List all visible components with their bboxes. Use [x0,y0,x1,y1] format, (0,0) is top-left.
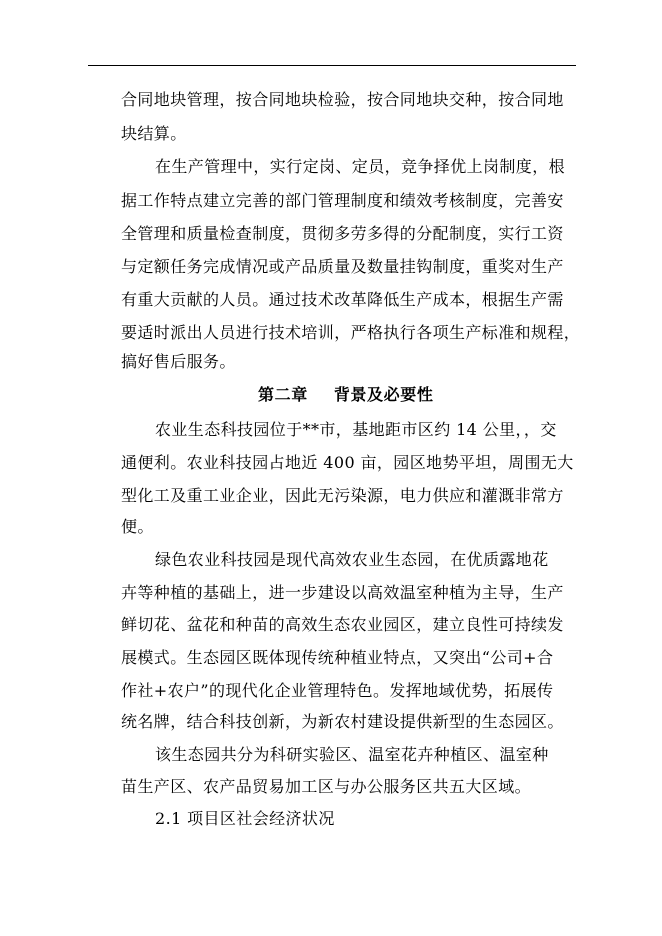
paragraph-line: 通便利。农业科技园占地近 400 亩，园区地势平坦，周围无大 [121,453,574,472]
header-rule [88,65,576,66]
paragraph-line: 合同地块管理，按合同地块检验，按合同地块交种，按合同地 [121,90,564,109]
paragraph-line: 统名牌，结合科技创新，为新农村建设提供新型的生态园区。 [121,712,564,731]
chapter-title: 背景及必要性 [333,385,434,404]
paragraph-line: 型化工及重工业企业，因此无污染源，电力供应和灌溉非常方 [121,486,564,505]
paragraph-line: 全管理和质量检查制度，贯彻多劳多得的分配制度，实行工资 [121,224,564,243]
chapter-number: 第二章 [258,385,308,404]
paragraph-line: 该生态园共分为科研实验区、温室花卉种植区、温室种 [155,745,549,764]
paragraph-line: 卉等种植的基础上，进一步建设以高效温室种植为主导，生产 [121,583,564,602]
paragraph-line: 据工作特点建立完善的部门管理制度和绩效考核制度，完善安 [121,191,564,210]
paragraph-line: 绿色农业科技园是现代高效农业生态园，在优质露地花 [155,550,549,569]
paragraph-line: 在生产管理中，实行定岗、定员，竞争择优上岗制度，根 [155,157,566,176]
chapter-heading [258,383,433,407]
paragraph-line: 展模式。生态园区既体现传统种植业特点，又突出“公司+合 [121,648,554,667]
paragraph-line: 苗生产区、农产品贸易加工区与办公服务区共五大区域。 [121,777,532,796]
paragraph-line: 鲜切花、盆花和种苗的高效生态农业园区，建立良性可持续发 [121,615,564,634]
paragraph-line: 块结算。 [121,124,187,143]
section-heading: 2.1 项目区社会经济状况 [155,809,335,828]
paragraph-line: 作社+农户”的现代化企业管理特色。发挥地域优势，拓展传 [121,681,554,700]
paragraph-line: 搞好售后服务。 [121,352,236,371]
paragraph-line: 要适时派出人员进行技术培训，严格执行各项生产标准和规程， [121,323,581,342]
paragraph-line: 有重大贡献的人员。通过技术改革降低生产成本，根据生产需 [121,290,564,309]
paragraph-line: 与定额任务完成情况或产品质量及数量挂钩制度，重奖对生产 [121,257,564,276]
paragraph-line: 农业生态科技园位于**市，基地距市区约 14 公里，，交 [155,420,557,439]
paragraph-line: 便。 [121,517,154,536]
